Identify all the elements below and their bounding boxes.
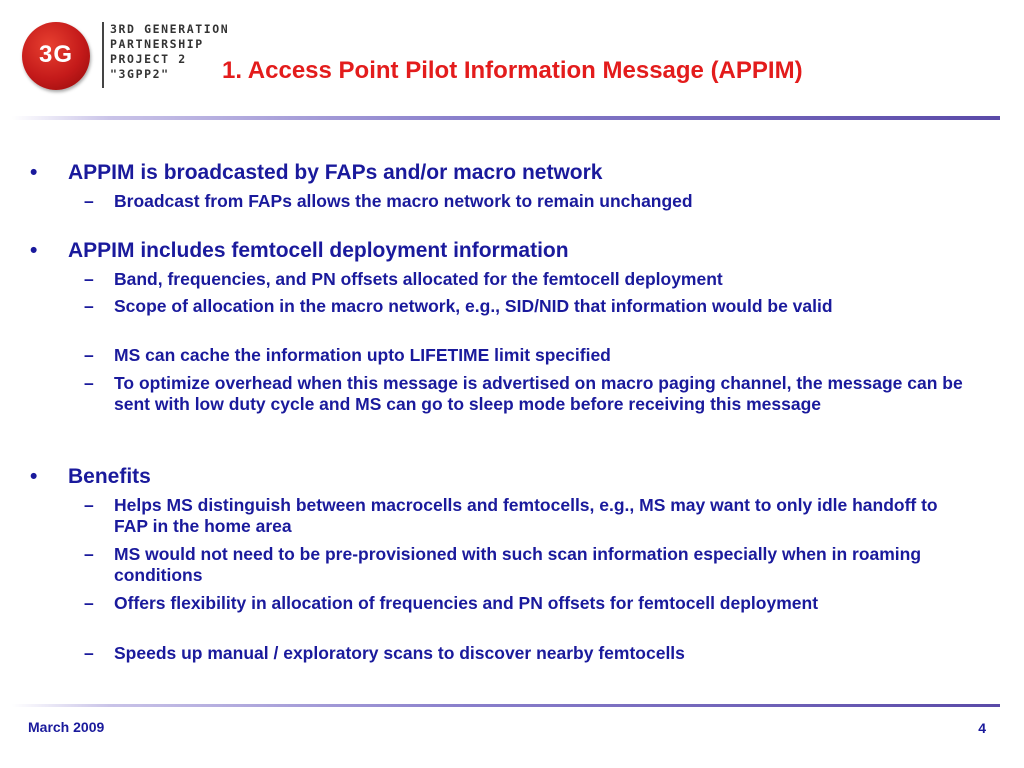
logo-line: "3GPP2" xyxy=(110,67,170,81)
bullet-symbol: • xyxy=(30,239,38,262)
dash-symbol: – xyxy=(84,296,94,316)
logo-line: PROJECT 2 xyxy=(110,52,187,66)
sub-bullet-text: Scope of allocation in the macro network, e.g., SID/NID that information would be valid xyxy=(114,296,833,316)
sub-bullet-text: Broadcast from FAPs allows the macro network to remain unchanged xyxy=(114,191,693,211)
dash-symbol: – xyxy=(84,345,94,365)
dash-symbol: – xyxy=(84,593,94,613)
bullet-symbol: • xyxy=(30,465,38,488)
sub-bullet-text: MS can cache the information upto LIFETIME limit specified xyxy=(114,345,611,365)
logo-divider xyxy=(102,22,104,88)
sub-bullet-item xyxy=(84,495,964,537)
sub-bullet-item xyxy=(84,643,964,664)
dash-symbol: – xyxy=(84,495,94,515)
logo-wordmark xyxy=(110,22,229,82)
sub-bullet-text: Band, frequencies, and PN offsets allocated for the femtocell deployment xyxy=(114,269,723,289)
sub-bullet-item xyxy=(84,191,964,212)
sub-bullet-text: Speeds up manual / exploratory scans to discover nearby femtocells xyxy=(114,643,685,663)
logo-line: PARTNERSHIP xyxy=(110,37,204,51)
bullet-text: APPIM includes femtocell deployment information xyxy=(68,239,569,262)
sub-bullet-item xyxy=(84,345,964,366)
dash-symbol: – xyxy=(84,643,94,663)
dash-symbol: – xyxy=(84,191,94,211)
slide-title: 1. Access Point Pilot Information Message (APPIM) xyxy=(222,57,803,84)
logo-3gpp2 xyxy=(22,22,230,90)
sub-bullet-item xyxy=(84,296,964,317)
sub-bullet-item xyxy=(84,544,964,586)
dash-symbol: – xyxy=(84,544,94,564)
sub-bullet-text: Helps MS distinguish between macrocells and femtocells, e.g., MS may want to only idle handoff to FAP in the home area xyxy=(114,495,938,536)
logo-badge-text: 3G xyxy=(38,41,73,68)
bullet-text: APPIM is broadcasted by FAPs and/or macro network xyxy=(68,161,603,184)
bullet-symbol: • xyxy=(30,161,38,184)
sub-bullet-text: MS would not need to be pre-provisioned with such scan information especially when in roaming conditions xyxy=(114,544,922,585)
sub-bullet-item xyxy=(84,269,964,290)
logo-badge xyxy=(22,22,90,90)
sub-bullet-item xyxy=(84,593,964,614)
page-number: 4 xyxy=(978,720,986,736)
sub-bullet-item xyxy=(84,373,964,415)
footer-date: March 2009 xyxy=(28,719,105,735)
bullet-text: Benefits xyxy=(68,465,151,488)
bottom-divider xyxy=(12,704,1000,707)
top-divider xyxy=(12,116,1000,120)
dash-symbol: – xyxy=(84,373,94,393)
sub-bullet-text: To optimize overhead when this message is advertised on macro paging channel, the message can be sent with low duty cycle and MS can go to sleep mode before receiving this message xyxy=(114,373,963,414)
sub-bullet-text: Offers flexibility in allocation of frequencies and PN offsets for femtocell deployment xyxy=(114,593,819,613)
dash-symbol: – xyxy=(84,269,94,289)
logo-line: 3RD GENERATION xyxy=(110,22,230,36)
